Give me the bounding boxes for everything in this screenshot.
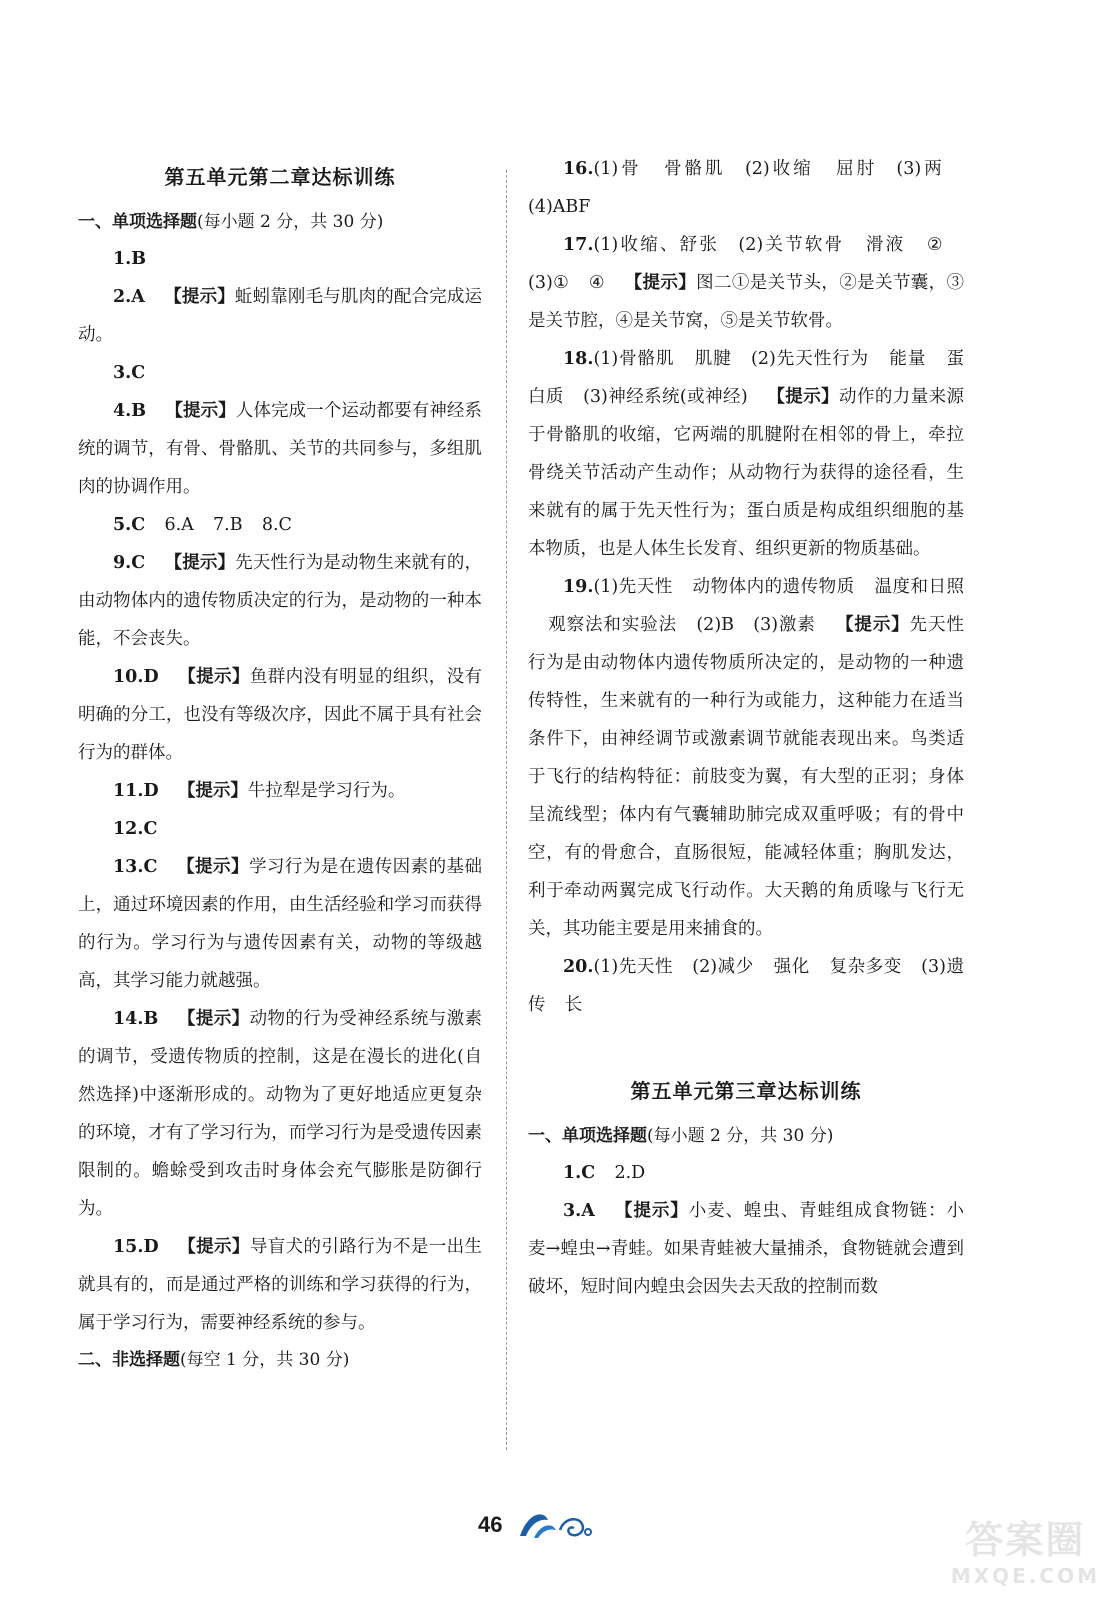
left-column — [78, 150, 482, 1378]
answer-number: 3.A — [563, 1201, 595, 1221]
answer-number: 19. — [563, 577, 594, 597]
answer-explanation: 鱼群内没有明显的组织，没有明确的分工，也没有等级次序，因此不属于具有社会行为的群体。 — [78, 667, 483, 763]
hint-label: 【提示】 — [176, 857, 249, 877]
answer-list — [78, 240, 482, 1342]
answer-part: 屈肘 — [833, 159, 878, 179]
answer-part: 7.B — [213, 515, 243, 535]
hint-label: 【提示】 — [164, 553, 236, 573]
answer-explanation: 牛拉犁是学习行为。 — [247, 781, 406, 801]
answer-item — [78, 772, 482, 810]
answer-item — [528, 1154, 964, 1192]
hint-label: 【提示】 — [177, 781, 248, 801]
answer-part: (1)骨 — [593, 159, 642, 179]
answer-item — [528, 948, 964, 1024]
answer-item — [528, 1192, 964, 1306]
answer-number: 15.D — [113, 1237, 159, 1257]
answer-part: 强化 — [773, 957, 810, 977]
answer-part: 观察法和实验法 — [547, 615, 678, 635]
answer-list — [528, 150, 964, 1024]
answer-part: 温度和日照 — [873, 577, 965, 597]
answer-item — [528, 568, 964, 948]
answer-part: 滑液 — [863, 235, 906, 255]
answer-number: 3.C — [113, 363, 146, 383]
chapter-heading: 第五单元第三章达标训练 — [630, 1079, 862, 1103]
answer-number: 14.B — [113, 1009, 159, 1029]
hint-label: 【提示】 — [164, 287, 235, 307]
answer-part: (1)先天性 — [593, 957, 674, 977]
answer-explanation: 人体完成一个运动都要有神经系统的调节，有骨、骨骼肌、关节的共同参与，多组肌肉的协调作用。 — [78, 401, 482, 497]
hint-label: 【提示】 — [165, 401, 236, 421]
answer-part: (1)先天性 — [593, 577, 673, 597]
answer-part: (2)减少 — [692, 957, 754, 977]
answer-part: 8.C — [261, 515, 292, 535]
section-title-multiple-choice: 一、单项选择题(每小题 2 分，共 30 分) — [78, 212, 384, 232]
page-number: 46 — [478, 1512, 503, 1537]
watermark-url: MXQE.COM — [950, 1564, 1100, 1588]
answer-part: (1)收缩、舒张 — [593, 235, 720, 255]
answer-part: (2)关节软骨 — [738, 235, 845, 255]
answer-explanation: 学习行为是在遗传因素的基础上，通过环境因素的作用，由生活经验和学习而获得的行为。学习行为与遗传因素有关，动物的等级越高，其学习能力就越强。 — [78, 857, 483, 991]
answer-explanation: 先天性行为是动物生来就有的，由动物体内的遗传物质决定的行为，是动物的一种本能，不会丧失。 — [78, 553, 483, 649]
answer-part: (3)神经系统(或神经) — [583, 387, 748, 407]
answer-part: ④ — [588, 273, 605, 293]
answer-number: 1.C — [563, 1163, 596, 1183]
chapter-heading: 第五单元第二章达标训练 — [164, 165, 396, 189]
answer-item — [78, 810, 482, 848]
answer-item — [78, 848, 482, 1000]
answer-item — [78, 544, 482, 658]
answer-explanation: 小麦、蝗虫、青蛙组成食物链：小麦→蝗虫→青蛙。如果青蛙被大量捕杀，食物链就会遭到破坏，短时间内蝗虫会因失去天敌的控制而数 — [528, 1201, 965, 1297]
answer-number: 17. — [563, 235, 594, 255]
answer-number: 9.C — [113, 553, 146, 573]
answer-explanation: 导盲犬的引路行为不是一出生就具有的，而是通过严格的训练和学习获得的行为，属于学习行为，需要神经系统的参与。 — [78, 1237, 483, 1333]
answer-item — [78, 240, 482, 278]
answer-number: 18. — [563, 349, 594, 369]
answer-number: 12.C — [113, 819, 158, 839]
answer-number: 13.C — [113, 857, 158, 877]
answer-number: 20. — [563, 957, 594, 977]
answer-explanation: 图二①是关节头，②是关节囊，③是关节腔，④是关节窝，⑤是关节软骨。 — [528, 273, 965, 331]
answer-part: (3)遗传 — [528, 957, 965, 1015]
answer-number: 11.D — [113, 781, 159, 801]
answer-part: 复杂多变 — [829, 957, 902, 977]
answer-item — [528, 150, 964, 226]
answer-number: 4.B — [113, 401, 147, 421]
answer-part: (2)收缩 — [744, 159, 814, 179]
answer-item — [78, 658, 482, 772]
answer-item — [528, 226, 964, 340]
answer-part: 动物体内的遗传物质 — [692, 577, 855, 597]
hint-label: 【提示】 — [177, 1237, 250, 1257]
answer-explanation: 动作的力量来源于骨骼肌的收缩，它两端的肌腱附在相邻的骨上，牵拉骨绕关节活动产生动作；从动物行为获得的途径看，生来就有的属于先天性行为；蛋白质是构成组织细胞的基本物质，也是人体生长发育、组织更新的物质基础。 — [528, 387, 965, 559]
leaf-swirl-ornament-icon — [514, 1506, 598, 1546]
answer-item — [528, 340, 964, 568]
watermark — [951, 1509, 1100, 1588]
hint-label: 【提示】 — [177, 667, 250, 687]
answer-number: 2.A — [113, 287, 145, 307]
answer-explanation: 动物的行为受神经系统与激素的调节，受遗传物质的控制，这是在漫长的进化(自然选择)中逐渐形成的。动物为了更好地适应更复杂的环境，才有了学习行为，而学习行为是受遗传因素限制的。蟾蜍受到攻击时身体会充气膨胀是防御行为。 — [78, 1009, 483, 1219]
answer-part: (2)先天性行为 — [751, 349, 870, 369]
answer-part: 蛋白质 — [528, 349, 965, 407]
answer-number: 1.B — [113, 249, 147, 269]
answer-part: (3)激素 — [753, 615, 816, 635]
answer-item — [78, 1228, 482, 1342]
answer-item — [78, 278, 482, 354]
answer-part: 肌腱 — [693, 349, 732, 369]
answer-part: (3)两 — [896, 159, 945, 179]
section-title-multiple-choice: 一、单项选择题(每小题 2 分，共 30 分) — [528, 1126, 834, 1146]
answer-number: 16. — [563, 159, 594, 179]
answer-part: 长 — [564, 995, 583, 1015]
answer-item — [78, 392, 482, 506]
hint-label: 【提示】 — [624, 273, 697, 293]
answer-part: ② — [924, 235, 945, 255]
hint-label: 【提示】 — [614, 1201, 689, 1221]
hint-label: 【提示】 — [835, 615, 910, 635]
answer-part: (3)① — [528, 273, 570, 293]
right-column — [528, 150, 964, 1306]
answer-part: 6.A — [164, 515, 194, 535]
hint-label: 【提示】 — [766, 387, 840, 407]
column-divider — [506, 170, 507, 1450]
answer-explanation: 先天性行为是由动物体内遗传物质所决定的，是动物的一种遗传特性，生来就有的一种行为或能力，这种能力在适当条件下，由神经调节或激素调节就能表现出来。鸟类适于飞行的结构特征：前肢变为翼，有大型的正羽；身体呈流线型；体内有气囊辅助肺完成双重呼吸；有的骨中空，有的骨愈合，直肠很短，能减轻体重；胸肌发达，利于牵动两翼完成飞行动作。大天鹅的角质喙与飞行无关，其功能主要是用来捕食的。 — [528, 615, 965, 939]
answer-part: (1)骨骼肌 — [593, 349, 675, 369]
answer-part: (2)B — [696, 615, 735, 635]
answer-item — [78, 1000, 482, 1228]
answer-item — [78, 354, 482, 392]
answer-part: (4)ABF — [528, 197, 591, 217]
watermark-logo-text: 答案圈 — [965, 1518, 1086, 1562]
answer-item — [78, 506, 482, 544]
hint-label: 【提示】 — [177, 1009, 250, 1029]
answer-part: 2.D — [614, 1163, 646, 1183]
answer-part: 能量 — [888, 349, 927, 369]
answer-part: 骨骼肌 — [661, 159, 726, 179]
section-title-non-choice: 二、非选择题(每空 1 分，共 30 分) — [78, 1350, 350, 1370]
answer-number: 10.D — [113, 667, 159, 687]
answer-explanation: 蚯蚓靠刚毛与肌肉的配合完成运动。 — [78, 287, 483, 345]
answer-list — [528, 1154, 964, 1306]
answer-number: 5.C — [113, 515, 146, 535]
